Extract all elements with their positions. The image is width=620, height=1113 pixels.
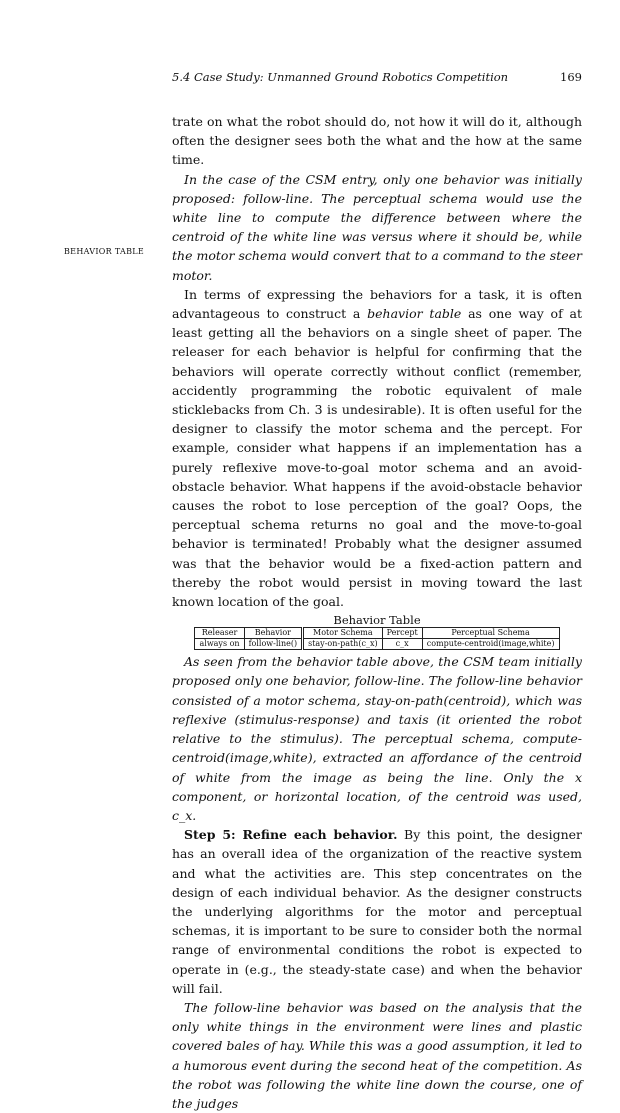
behavior-table-figure — [172, 611, 582, 652]
paragraph-text: as one way of at least getting all the behaviors on a single sheet of paper. The releaser for each behavior is helpful for confirming that the behaviors will operate correctly without conflict (remember, accidently programming the robotic equivalent of male sticklebacks from Ch. 3 is undesirable). It is often useful for the designer to classify the motor schema and the percept. For example, consider what happens if an implementation has a purely reflexive move-to-goal motor schema and an avoid-obstacle behavior. What happens if the avoid-obstacle behavior causes the robot to lose perception of the goal? Oops, the perceptual schema returns no goal and the move-to-goal behavior is terminated! Probably what the designer assumed was that the behavior would be a fixed-action pattern and thereby the robot would persist in moving toward the last known location of the goal. — [172, 306, 582, 610]
paragraph-text: By this point, the designer has an overall idea of the organization of the reactive system and what the activities are. This step concentrates on the design of each individual behavior. As the designer constructs the underlying algorithms for the motor and perceptual schemas, it is important to be sure to consider both the normal range of environmental conditions the robot is expected to operate in (e.g., the steady-state case) and when the behavior will fail. — [172, 827, 582, 996]
table-header-cell: Motor Schema — [303, 628, 382, 639]
table-header-cell: Perceptual Schema — [422, 628, 559, 639]
table-cell: compute-centroid(image,white) — [422, 639, 559, 650]
table-cell: follow-line() — [244, 639, 303, 650]
table-cell: always on — [195, 639, 244, 650]
table-header-cell: Releaser — [195, 628, 244, 639]
behavior-table — [194, 627, 559, 650]
table-row — [195, 639, 559, 650]
section-title: 5.4 Case Study: Unmanned Ground Robotics Competition — [172, 70, 509, 84]
paragraph-italic: The follow-line behavior was based on the analysis that the only white things in the environment were lines and plastic covered bales of hay. While this was a good assumption, it led to a humorous event during the second heat of the competition. As the robot was following the white line down the course, one of the judges — [172, 999, 582, 1111]
paragraph — [172, 825, 582, 998]
table-cell: stay-on-path(c_x) — [303, 639, 382, 650]
table-header-cell: Behavior — [244, 628, 303, 639]
paragraph: trate on what the robot should do, not how it will do it, although often the designer sees both the what and the how at the same time. — [172, 114, 582, 168]
table-header-cell: Percept — [382, 628, 422, 639]
paragraph-text: In terms of expressing the behaviors for a task, it is often advantageous to construct a — [172, 286, 582, 322]
paragraph — [172, 285, 582, 611]
step-heading: Step 5: Refine each behavior. — [184, 827, 398, 843]
term-behavior-table: behavior table — [367, 306, 462, 322]
table-header-row — [195, 628, 559, 639]
running-header — [172, 70, 582, 88]
paragraph-italic: As seen from the behavior table above, the CSM team initially proposed only one behavior, follow-line. The follow-line behavior consisted of a motor schema, stay-on-path(centroid), which was reflexive (stimulus-response) and taxis (it oriented the robot relative to the stimulus). The perceptual schema, compute-centroid(image,white), extracted an affordance of the centroid of white from the image as being the line. Only the x component, or horizontal location, of the centroid was used, c_x. — [172, 654, 582, 823]
table-title: Behavior Table — [333, 613, 421, 628]
margin-note: BEHAVIOR TABLE — [64, 247, 145, 256]
page-number: 169 — [560, 70, 582, 84]
paragraph-italic: In the case of the CSM entry, only one behavior was initially proposed: follow-line. The perceptual schema would use the white line to compute the difference between where the centroid of the white line was versus where it should be, while the motor schema would convert that to a command to the steer motor. — [172, 171, 582, 283]
body-text — [172, 112, 582, 1113]
table-cell: c_x — [382, 639, 422, 650]
